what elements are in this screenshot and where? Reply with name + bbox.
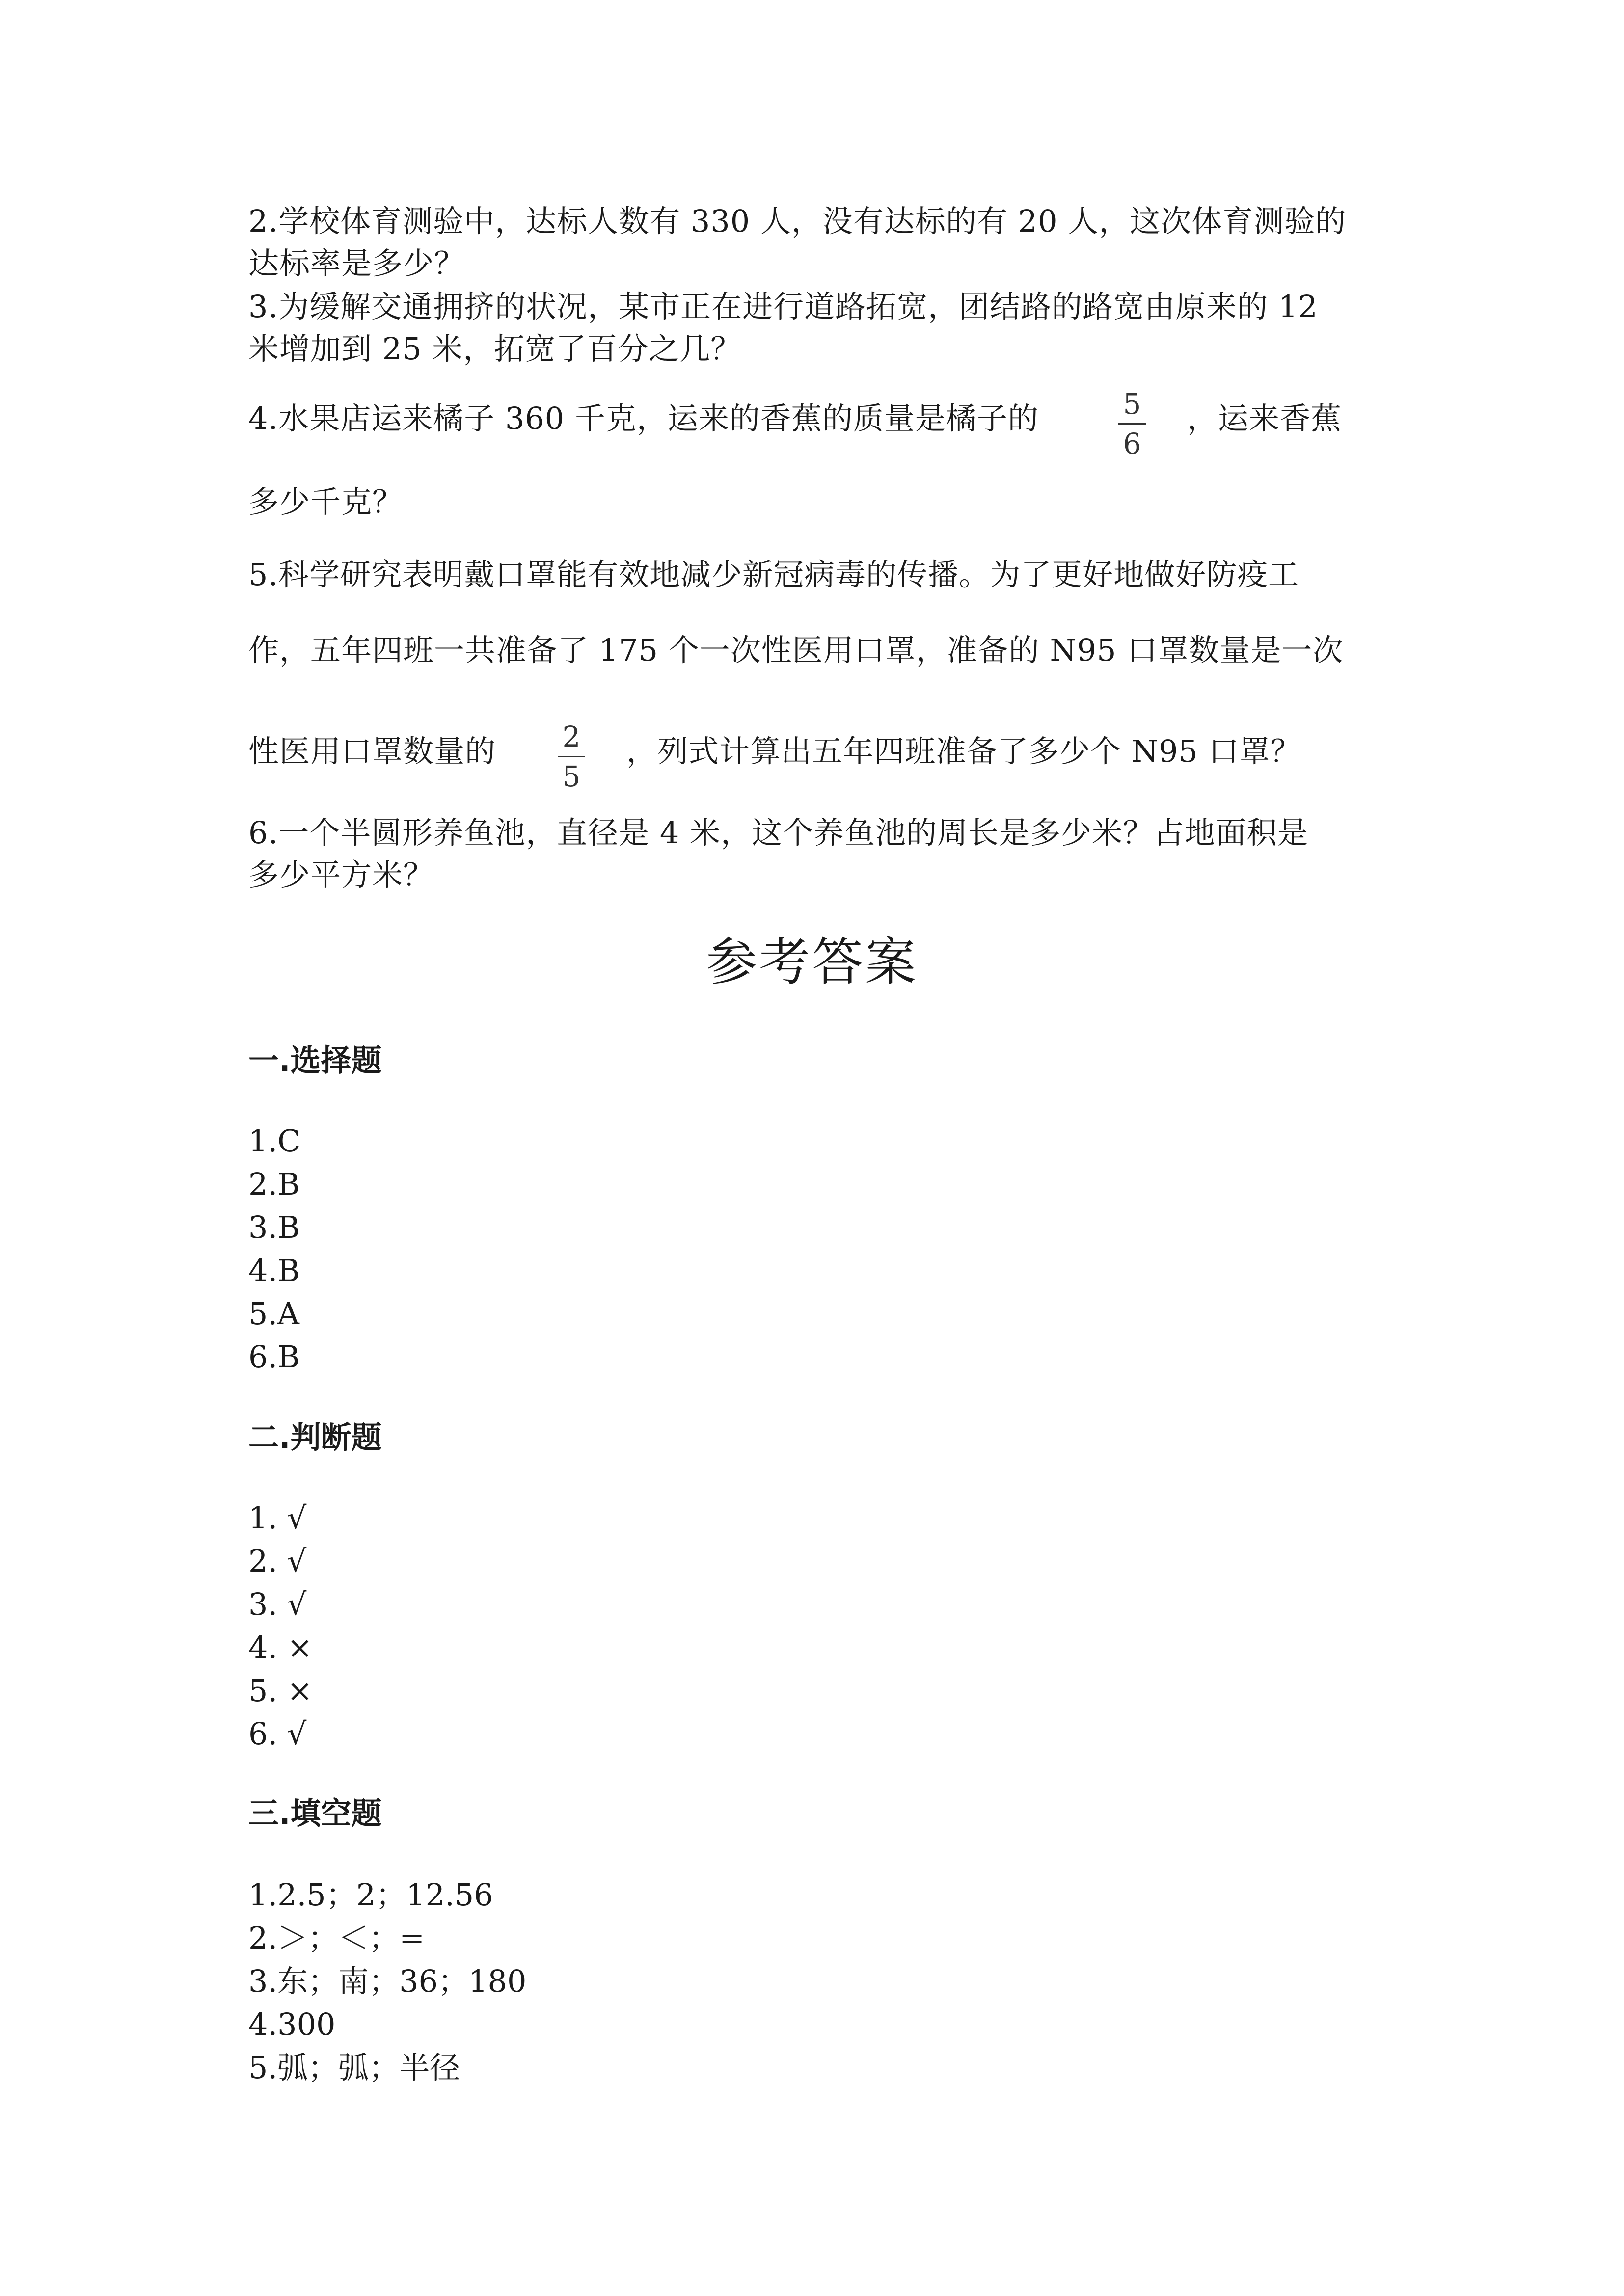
answer-item: 3.B [248, 1209, 300, 1245]
section-heading-choice: 一.选择题 [248, 1042, 382, 1078]
question-4-line-1-text: 4.水果店运来橘子 360 千克，运来的香蕉的质量是橘子的 [248, 400, 1039, 436]
question-3-line-2: 米增加到 25 米，拓宽了百分之几？ [248, 331, 742, 367]
answer-item: 5.A [248, 1296, 299, 1332]
answer-item: 2. √ [248, 1543, 307, 1579]
answer-item: 4.300 [248, 2006, 336, 2042]
question-5-fraction [557, 722, 586, 791]
answer-item: 3.东；南；36；180 [248, 1963, 527, 1999]
answer-item: 5.弧；弧；半径 [248, 2050, 460, 2085]
answer-item: 4.B [248, 1253, 300, 1288]
section-heading-fill-blank: 三.填空题 [248, 1795, 382, 1831]
question-4-line-2: 多少千克？ [248, 484, 404, 520]
answer-item: 3. √ [248, 1586, 307, 1622]
fraction-bar [1118, 423, 1146, 425]
question-6-line-2: 多少平方米？ [248, 857, 434, 893]
fraction-numerator: 2 [562, 720, 581, 753]
answer-item: 6.B [248, 1339, 300, 1375]
answer-item: 1.2.5；2；12.56 [248, 1877, 493, 1913]
answer-item: 1.C [248, 1123, 301, 1159]
section-heading-judgement: 二.判断题 [248, 1419, 382, 1455]
answer-item: 2.B [248, 1166, 300, 1202]
question-5-line-3-text: 性医用口罩数量的 [248, 733, 496, 769]
question-5-line-1: 5.科学研究表明戴口罩能有效地减少新冠病毒的传播。为了更好地做好防疫工 [248, 557, 1299, 592]
answers-title: 参考答案 [705, 932, 918, 992]
answer-item: 2.＞；＜；= [248, 1920, 425, 1956]
question-2-line-1: 2.学校体育测验中，达标人数有 330 人，没有达标的有 20 人，这次体育测验的 [248, 203, 1347, 239]
question-2-line-2: 达标率是多少？ [248, 245, 465, 281]
question-5-line-3-tail: ，列式计算出五年四班准备了多少个 N95 口罩？ [626, 733, 1301, 769]
fraction-numerator: 5 [1123, 387, 1141, 421]
answer-item: 4. × [248, 1629, 313, 1665]
answer-item: 1. √ [248, 1500, 307, 1536]
question-5-line-2: 作，五年四班一共准备了 175 个一次性医用口罩，准备的 N95 口罩数量是一次 [248, 632, 1344, 668]
fraction-bar [558, 756, 585, 757]
question-4-fraction [1117, 387, 1147, 460]
question-3-line-1: 3.为缓解交通拥挤的状况，某市正在进行道路拓宽，团结路的路宽由原来的 12 [248, 289, 1318, 324]
fraction-denominator: 6 [1123, 427, 1141, 460]
question-6-line-1: 6.一个半圆形养鱼池，直径是 4 米，这个养鱼池的周长是多少米？占地面积是 [248, 815, 1309, 851]
answer-item: 5. × [248, 1673, 313, 1709]
fraction-denominator: 5 [562, 760, 581, 793]
question-4-line-1-tail: ，运来香蕉 [1187, 400, 1342, 436]
answer-item: 6. √ [248, 1716, 307, 1752]
